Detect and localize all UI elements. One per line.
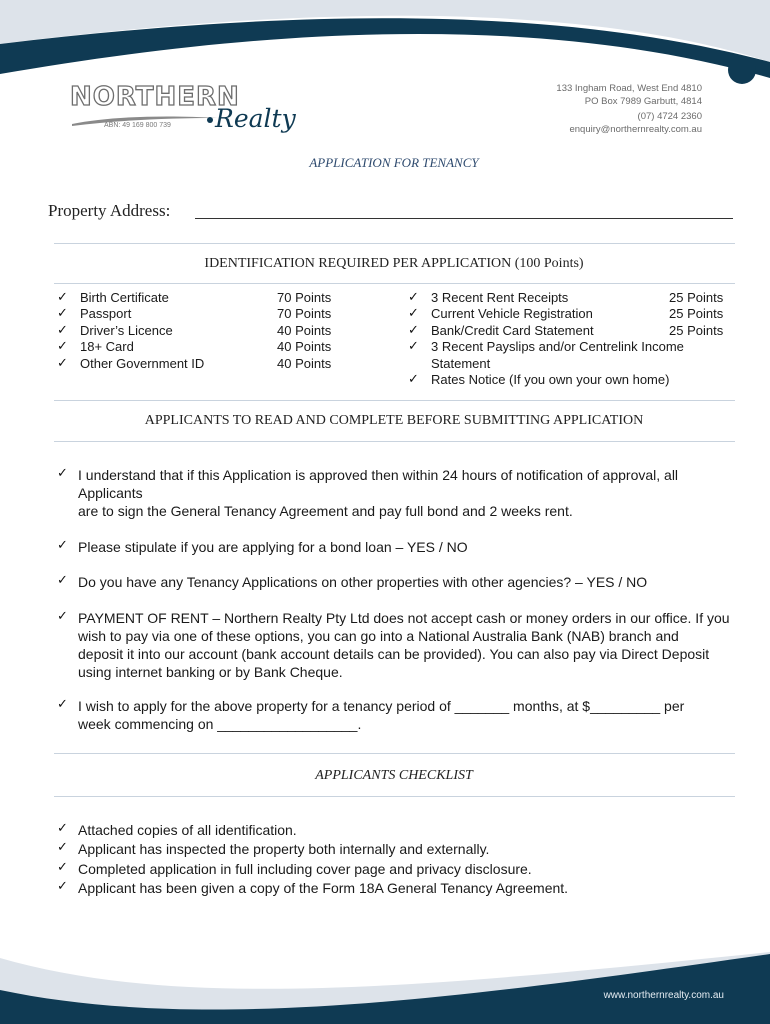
- check-icon: ✓: [57, 878, 68, 894]
- divider: [54, 243, 735, 244]
- id-item-label: 3 Recent Rent Receipts: [431, 290, 569, 305]
- check-icon: ✓: [57, 355, 68, 371]
- applicant-item-line: Do you have any Tenancy Applications on other properties with other agencies? – YES / NO: [78, 574, 648, 590]
- check-icon: ✓: [57, 573, 68, 588]
- applicant-item-line: wish to pay via one of these options, you can go into a National Australia Bank (NAB) branch and: [78, 628, 679, 644]
- check-icon: ✓: [57, 609, 68, 624]
- logo-script: Realty: [215, 104, 296, 133]
- check-icon: ✓: [57, 339, 68, 355]
- check-icon: ✓: [57, 840, 68, 856]
- check-icon: ✓: [57, 306, 68, 322]
- form-title: APPLICATION FOR TENANCY: [309, 155, 479, 170]
- applicant-item-line: deposit it into our account (bank account details can be provided). You can also pay via Direct Deposit: [78, 646, 710, 662]
- id-item-points: 25 Points: [669, 306, 724, 322]
- check-icon: ✓: [57, 859, 68, 875]
- company-logo: [70, 82, 295, 142]
- footer-website[interactable]: www.northernrealty.com.au: [603, 990, 724, 1001]
- checklist-item: Attached copies of all identification.: [78, 822, 297, 838]
- contact-phone: (07) 4724 2360: [637, 111, 702, 122]
- check-icon: ✓: [57, 538, 68, 553]
- checklist-item: Completed application in full including cover page and privacy disclosure.: [78, 860, 532, 877]
- applicants-heading: APPLICANTS TO READ AND COMPLETE BEFORE SUBMITTING APPLICATION: [144, 413, 644, 428]
- applicant-item-line: are to sign the General Tenancy Agreement and pay full bond and 2 weeks rent.: [78, 503, 573, 519]
- applicant-item-line: PAYMENT OF RENT – Northern Realty Pty Ltd does not accept cash or money orders in our office. If you: [78, 610, 730, 626]
- id-item-points: 25 Points: [669, 322, 724, 338]
- checklist-item: Applicant has been given a copy of the Form 18A General Tenancy Agreement.: [78, 879, 569, 896]
- checklist-item: Applicant has inspected the property both internally and externally.: [78, 841, 490, 858]
- property-address-field[interactable]: [195, 218, 733, 219]
- id-item-label: Other Government ID: [80, 355, 205, 371]
- divider: [54, 283, 735, 284]
- id-item-points: 40 Points: [277, 339, 332, 355]
- check-icon: ✓: [408, 306, 419, 322]
- check-icon: ✓: [57, 322, 68, 338]
- applicant-item-line: I wish to apply for the above property for a tenancy period of _______ months, at $_________ per: [78, 698, 685, 714]
- id-item-label: Current Vehicle Registration: [431, 306, 593, 322]
- id-item-label: Birth Certificate: [80, 290, 169, 305]
- divider: [54, 796, 735, 797]
- id-item-label: 18+ Card: [80, 339, 134, 355]
- id-item-label: Passport: [80, 306, 132, 322]
- property-address-label: Property Address:: [48, 201, 171, 220]
- id-item-label: Rates Notice (If you own your own home): [431, 372, 670, 387]
- id-item-label: Bank/Credit Card Statement: [431, 322, 594, 338]
- logo-dot: [207, 117, 213, 123]
- applicant-item-line: using internet banking or by Bank Cheque.: [78, 664, 343, 680]
- check-icon: ✓: [408, 322, 419, 338]
- id-item-points: 40 Points: [277, 322, 332, 338]
- contact-address-1: 133 Ingham Road, West End 4810: [556, 83, 702, 94]
- id-item-points: 70 Points: [277, 290, 332, 305]
- id-item-points: 25 Points: [669, 290, 724, 305]
- divider: [54, 400, 735, 401]
- check-icon: ✓: [408, 290, 419, 305]
- id-item-label: 3 Recent Payslips and/or Centrelink Income: [431, 339, 684, 355]
- identification-heading: IDENTIFICATION REQUIRED PER APPLICATION (100 Points): [204, 256, 584, 271]
- contact-address-2: PO Box 7989 Garbutt, 4814: [584, 96, 702, 107]
- footer-swoosh: [0, 940, 770, 1024]
- id-item-label-continued: Statement: [431, 355, 491, 371]
- applicant-item-line: Please stipulate if you are applying for a bond loan – YES / NO: [78, 539, 468, 555]
- check-icon: ✓: [57, 821, 68, 836]
- divider: [54, 753, 735, 754]
- id-item-points: 70 Points: [277, 306, 332, 322]
- logo-wordmark: NORTHERN: [70, 82, 240, 112]
- applicant-item-line: I understand that if this Application is approved then within 24 hours of notification of approval, all: [78, 467, 679, 483]
- checklist-heading: APPLICANTS CHECKLIST: [315, 768, 473, 783]
- check-icon: ✓: [408, 372, 419, 387]
- check-icon: ✓: [408, 339, 419, 355]
- divider: [54, 441, 735, 442]
- id-item-label: Driver’s Licence: [80, 322, 173, 338]
- check-icon: ✓: [57, 290, 68, 305]
- logo-abn: ABN: 49 169 800 739: [104, 122, 171, 129]
- id-item-points: 40 Points: [277, 355, 332, 371]
- applicant-item-line: week commencing on __________________.: [78, 716, 362, 732]
- contact-email: enquiry@northernrealty.com.au: [569, 124, 702, 135]
- check-icon: ✓: [57, 466, 68, 481]
- check-icon: ✓: [57, 697, 68, 712]
- applicant-item-line: Applicants: [78, 485, 143, 501]
